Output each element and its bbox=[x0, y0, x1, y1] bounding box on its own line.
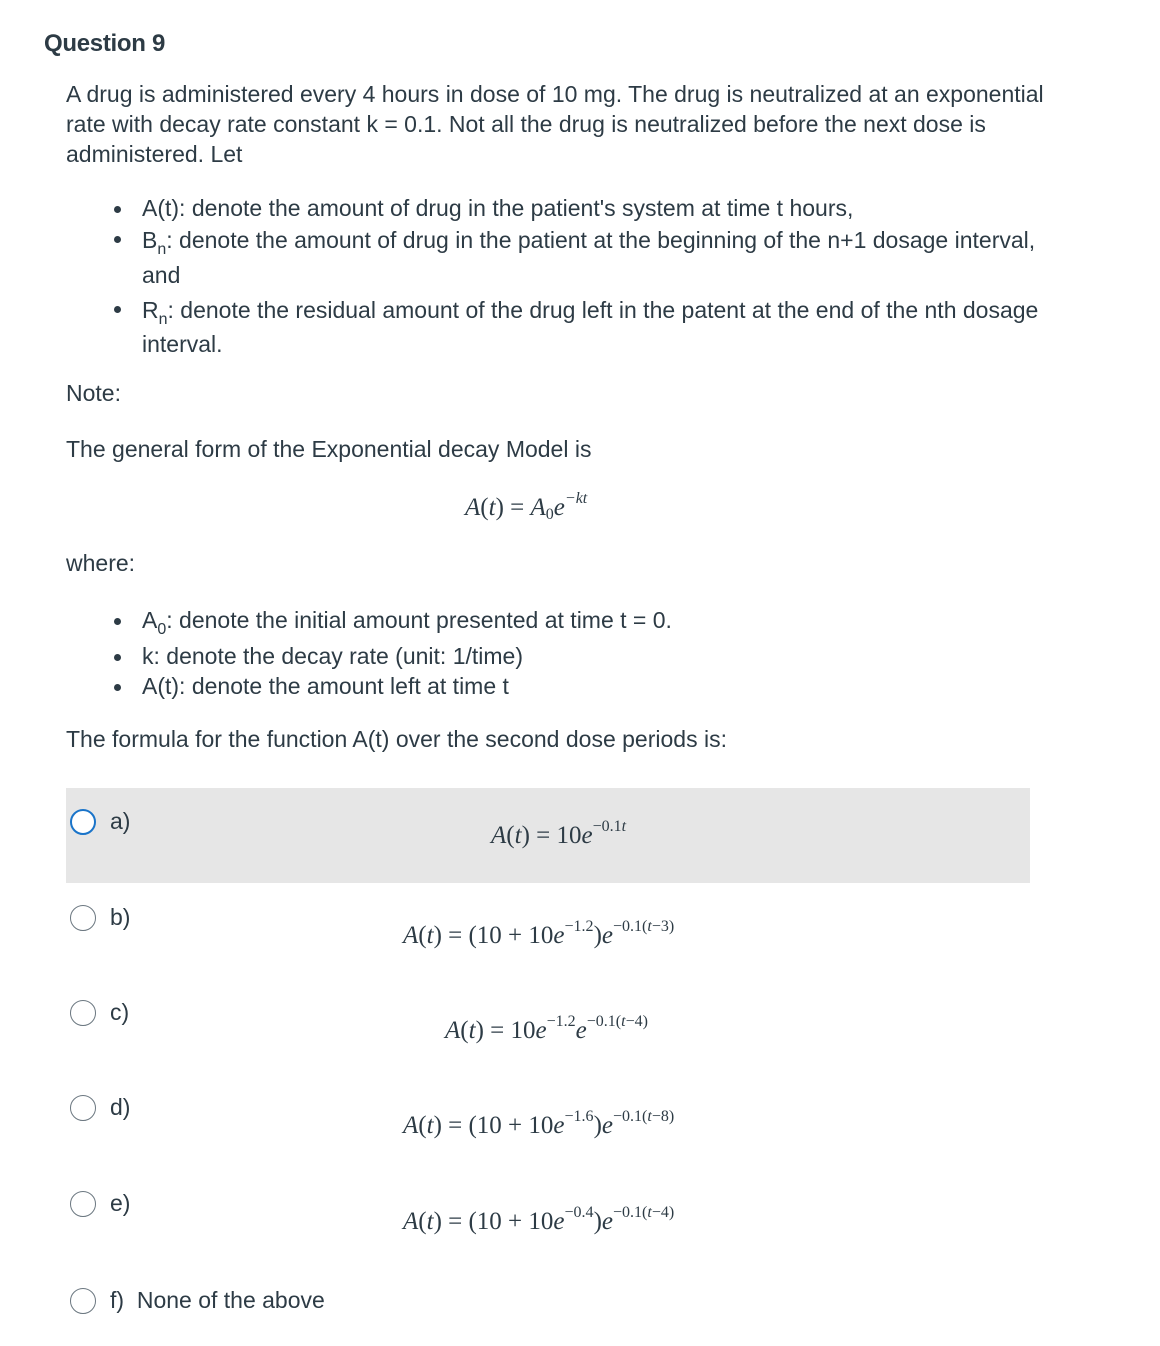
answer-f-label: f) None of the above bbox=[110, 1287, 325, 1313]
where-k-item bbox=[142, 641, 1042, 671]
where-a0-symbol: A bbox=[142, 607, 158, 633]
answer-option-f[interactable] bbox=[66, 1267, 1030, 1327]
answer-e-formula: $A(t) = (10 + 10e^{-0.4})e^{-0.1(t-4)}$ bbox=[403, 1204, 675, 1235]
answer-a-formula: $A(t) = 10e^{-0.1t}$ bbox=[491, 818, 627, 849]
where-list bbox=[142, 605, 1042, 707]
def-r-symbol: R bbox=[142, 297, 159, 323]
question-title: Question 9 bbox=[44, 30, 166, 57]
radio-a[interactable] bbox=[70, 809, 96, 835]
def-b-item bbox=[142, 223, 1042, 293]
answer-c-formula: $A(t) = 10e^{-1.2}e^{-0.1(t-4)}$ bbox=[445, 1013, 648, 1044]
where-at-item bbox=[142, 671, 1042, 701]
def-b-text: : denote the amount of drug in the patient at the beginning of the n+1 dosage interval, and bbox=[142, 227, 1036, 288]
answer-b-formula: $A(t) = (10 + 10e^{-1.2})e^{-0.1(t-3)}$ bbox=[403, 918, 675, 949]
def-b-symbol: B bbox=[142, 227, 158, 253]
radio-d[interactable] bbox=[70, 1095, 96, 1121]
answer-e-label: e) bbox=[110, 1190, 131, 1216]
radio-b[interactable] bbox=[70, 905, 96, 931]
where-a0-text: : denote the initial amount presented at time t = 0. bbox=[166, 607, 672, 633]
answer-option-d[interactable] bbox=[66, 1074, 1030, 1169]
answer-d-label: d) bbox=[110, 1094, 131, 1120]
answer-a-label: a) bbox=[110, 808, 131, 834]
answer-d-formula: $A(t) = (10 + 10e^{-1.6})e^{-0.1(t-8)}$ bbox=[403, 1108, 675, 1139]
note-label: Note: bbox=[66, 380, 121, 406]
definitions-list bbox=[142, 193, 1042, 361]
where-a0-subscript: 0 bbox=[157, 621, 167, 638]
general-form-text: The general form of the Exponential decay Model is bbox=[66, 436, 592, 462]
radio-e[interactable] bbox=[70, 1191, 96, 1217]
radio-f[interactable] bbox=[70, 1288, 96, 1314]
where-label: where: bbox=[66, 550, 136, 576]
def-r-text: : denote the residual amount of the drug left in the patent at the end of the nth dosage interval. bbox=[142, 297, 1039, 357]
where-a0-item bbox=[142, 605, 1042, 638]
general-formula: $A(t) = A0e^{-kt}$ bbox=[465, 490, 588, 523]
radio-c[interactable] bbox=[70, 1000, 96, 1026]
def-a-text: A(t): denote the amount of drug in the patient's system at time t hours, bbox=[142, 195, 854, 221]
where-at-text: A(t): denote the amount left at time t bbox=[142, 673, 509, 699]
def-b-subscript: n bbox=[157, 241, 167, 258]
answer-option-b[interactable] bbox=[66, 884, 1030, 979]
question-prompt: The formula for the function A(t) over the second dose periods is: bbox=[66, 726, 727, 752]
def-r-subscript: n bbox=[158, 311, 168, 328]
question-stem: A drug is administered every 4 hours in dose of 10 mg. The drug is neutralized at an exponential rate with decay rate constant k = 0.1. Not all the drug is neutralized before the next dose is administered. Let bbox=[66, 81, 1044, 167]
answer-option-c[interactable] bbox=[66, 979, 1030, 1074]
def-r-item bbox=[142, 293, 1042, 361]
answer-option-a[interactable] bbox=[66, 788, 1030, 883]
where-k-text: k: denote the decay rate (unit: 1/time) bbox=[142, 643, 523, 669]
answer-option-e[interactable] bbox=[66, 1170, 1030, 1265]
answer-c-label: c) bbox=[110, 999, 130, 1025]
answer-b-label: b) bbox=[110, 904, 131, 930]
def-a-item bbox=[142, 193, 1042, 223]
